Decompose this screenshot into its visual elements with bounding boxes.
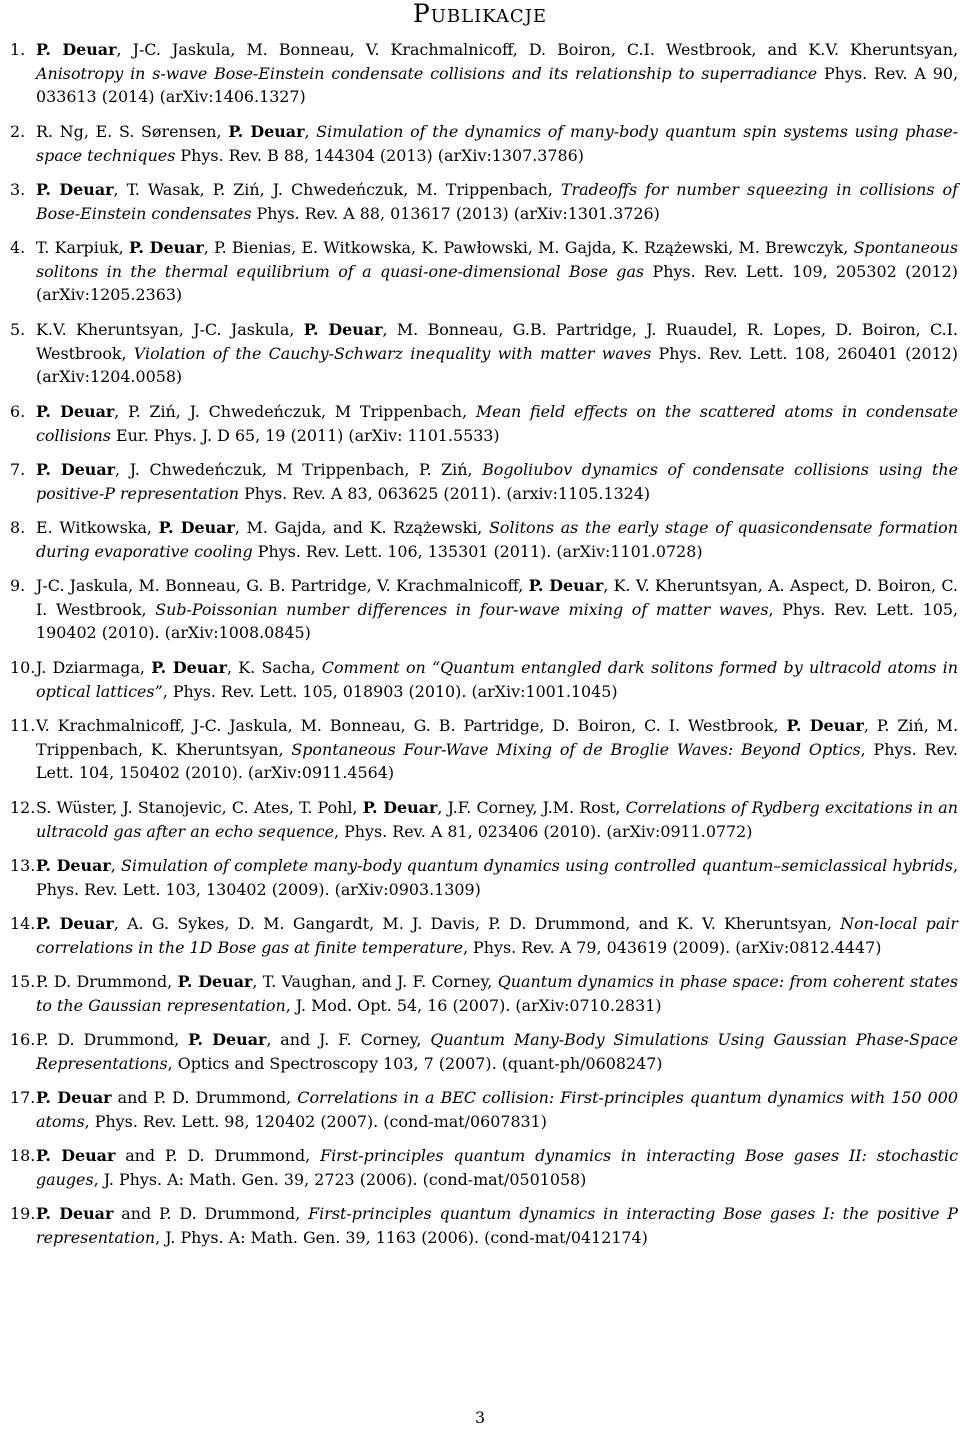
publication-item xyxy=(10,516,958,563)
publication-citation xyxy=(36,1202,958,1249)
publication-highlighted-author: P. Deuar xyxy=(528,576,604,595)
publication-coauthors-before: E. Witkowska, xyxy=(36,518,159,537)
publication-highlighted-author: P. Deuar xyxy=(36,180,114,199)
publication-journal-reference: Phys. Rev. A 88, 013617 (2013) (arXiv:1301.3726) xyxy=(251,203,660,223)
publication-number: 11. xyxy=(10,716,36,735)
publication-title: Anisotropy in s-wave Bose-Einstein condensate collisions and its relationship to superradiance xyxy=(36,63,818,83)
publication-journal-reference: , J. Mod. Opt. 54, 16 (2007). (arXiv:0710.2831) xyxy=(285,995,662,1015)
publication-coauthors-after: , J.F. Corney, J.M. Rost, xyxy=(437,798,626,817)
publication-citation xyxy=(36,1028,958,1075)
publication-number: 8. xyxy=(10,518,26,537)
publication-highlighted-author: P. Deuar xyxy=(36,1146,116,1165)
publication-item xyxy=(10,714,958,785)
publication-citation xyxy=(36,38,958,109)
publication-journal-reference: Eur. Phys. J. D 65, 19 (2011) (arXiv: 1101.5533) xyxy=(110,425,500,445)
publication-title: Simulation of the dynamics of many-body quantum spin systems using phase-space techniques xyxy=(36,122,959,165)
publication-title: First-principles quantum dynamics in interacting Bose gases I: the positive P representation xyxy=(36,1204,958,1247)
publication-number: 2. xyxy=(10,122,26,141)
publication-title: Comment on “Quantum entangled dark solitons formed by ultracold atoms in optical lattices” xyxy=(36,658,958,701)
publication-item xyxy=(10,1028,958,1075)
publication-coauthors-after: , T. Vaughan, and J. F. Corney, xyxy=(252,972,498,991)
publication-item xyxy=(10,854,958,901)
publication-citation xyxy=(36,912,958,959)
publication-citation xyxy=(36,458,958,505)
publication-title: Correlations in a BEC collision: First-principles quantum dynamics with 150 000 atoms xyxy=(36,1088,959,1131)
publication-coauthors-after: , P. Bienias, E. Witkowska, K. Pawłowski, M. Gajda, K. Rzążewski, M. Brewczyk, xyxy=(203,238,854,257)
publication-item xyxy=(10,796,958,843)
publication-coauthors-after: , xyxy=(110,856,122,875)
publication-journal-reference: , Phys. Rev. A 81, 023406 (2010). (arXiv:0911.0772) xyxy=(334,821,753,841)
publication-citation xyxy=(36,574,958,645)
publication-journal-reference: , Phys. Rev. Lett. 105, 018903 (2010). (arXiv:1001.1045) xyxy=(162,681,618,701)
publication-journal-reference: Phys. Rev. Lett. 109, 205302 (2012) (arXiv:1205.2363) xyxy=(36,261,958,305)
publication-highlighted-author: P. Deuar xyxy=(177,972,253,991)
publication-item xyxy=(10,318,958,389)
publication-item xyxy=(10,400,958,447)
publication-journal-reference: , Phys. Rev. Lett. 105, 190402 (2010). (arXiv:1008.0845) xyxy=(36,599,958,643)
publication-number: 6. xyxy=(10,402,26,421)
publication-coauthors-after: and P. D. Drummond, xyxy=(115,1146,321,1165)
publication-citation xyxy=(36,318,958,389)
publication-number: 12. xyxy=(10,798,36,817)
publication-number: 10. xyxy=(10,658,36,677)
publication-coauthors-after: , M. Bonneau, G.B. Partridge, J. Ruaudel, R. Lopes, D. Boiron, C.I. Westbrook, xyxy=(36,320,958,363)
publication-citation xyxy=(36,1144,958,1191)
publication-citation xyxy=(36,796,958,843)
publication-coauthors-after: , P. Ziń, J. Chwedeńczuk, M Trippenbach, xyxy=(114,402,476,421)
publication-journal-reference: Phys. Rev. A 90, 033613 (2014) (arXiv:1406.1327) xyxy=(36,63,958,107)
publication-coauthors-after: , K. Sacha, xyxy=(226,658,322,677)
publication-item xyxy=(10,1086,958,1133)
publication-highlighted-author: P. Deuar xyxy=(36,856,111,875)
publication-title: Violation of the Cauchy-Schwarz inequality with matter waves xyxy=(133,343,652,363)
publication-title: Quantum Many-Body Simulations Using Gaussian Phase-Space Representations xyxy=(36,1030,958,1073)
publication-number: 17. xyxy=(10,1088,36,1107)
publication-highlighted-author: P. Deuar xyxy=(151,658,227,677)
publication-coauthors-before: P. D. Drummond, xyxy=(36,972,178,991)
publication-number: 4. xyxy=(10,238,26,257)
publication-citation xyxy=(36,970,958,1017)
publication-coauthors-before: T. Karpiuk, xyxy=(36,238,130,257)
publication-number: 14. xyxy=(10,914,36,933)
publication-journal-reference: Phys. Rev. A 83, 063625 (2011). (arxiv:1105.1324) xyxy=(239,483,651,503)
publication-number: 19. xyxy=(10,1204,36,1223)
publication-coauthors-after: , and J. F. Corney, xyxy=(266,1030,431,1049)
publication-coauthors-before: J. Dziarmaga, xyxy=(36,658,152,677)
publication-title: Correlations of Rydberg excitations in an ultracold gas after an echo sequence xyxy=(36,798,959,841)
publication-highlighted-author: P. Deuar xyxy=(36,914,114,933)
publication-journal-reference: Phys. Rev. B 88, 144304 (2013) (arXiv:1307.3786) xyxy=(175,145,584,165)
publication-number: 18. xyxy=(10,1146,36,1165)
publication-title: Quantum dynamics in phase space: from coherent states to the Gaussian representation xyxy=(36,972,958,1015)
publication-title: Mean field effects on the scattered atoms in condensate collisions xyxy=(36,402,958,445)
publication-item xyxy=(10,120,958,167)
publication-item xyxy=(10,912,958,959)
publication-citation xyxy=(36,236,958,307)
publication-coauthors-before: J-C. Jaskula, M. Bonneau, G. B. Partridge, V. Krachmalnicoff, xyxy=(36,576,529,595)
publication-number: 1. xyxy=(10,40,26,59)
publication-citation xyxy=(36,714,958,785)
publication-coauthors-after: , J-C. Jaskula, M. Bonneau, V. Krachmalnicoff, D. Boiron, C.I. Westbrook, and K.V. Kheruntsyan, xyxy=(116,40,958,59)
publication-citation xyxy=(36,854,958,901)
publication-item xyxy=(10,574,958,645)
publication-item xyxy=(10,38,958,109)
publication-coauthors-before: P. D. Drummond, xyxy=(36,1030,189,1049)
publication-coauthors-after: , A. G. Sykes, D. M. Gangardt, M. J. Davis, P. D. Drummond, and K. V. Kheruntsyan, xyxy=(113,914,841,933)
publication-item xyxy=(10,1202,958,1249)
publication-highlighted-author: P. Deuar xyxy=(36,40,117,59)
publication-journal-reference: , Phys. Rev. Lett. 98, 120402 (2007). (cond-mat/0607831) xyxy=(84,1111,547,1131)
publication-highlighted-author: P. Deuar xyxy=(303,320,383,339)
publication-citation xyxy=(36,656,958,703)
publication-title: Tradeoffs for number squeezing in collisions of Bose-Einstein condensates xyxy=(36,180,958,223)
publication-coauthors-before: S. Wüster, J. Stanojevic, C. Ates, T. Pohl, xyxy=(36,798,363,817)
publication-item xyxy=(10,236,958,307)
publication-coauthors-after: , K. V. Kheruntsyan, A. Aspect, D. Boiron, C. I. Westbrook, xyxy=(36,576,958,619)
publication-journal-reference: Phys. Rev. Lett. 106, 135301 (2011). (arXiv:1101.0728) xyxy=(252,541,703,561)
publication-citation xyxy=(36,400,958,447)
publication-title: Simulation of complete many-body quantum dynamics using controlled quantum–semiclassical hybrids xyxy=(121,856,953,875)
publication-number: 15. xyxy=(10,972,36,991)
publication-coauthors-after: , T. Wasak, P. Ziń, J. Chwedeńczuk, M. Trippenbach, xyxy=(113,180,561,199)
publication-number: 9. xyxy=(10,576,26,595)
publication-journal-reference: , Optics and Spectroscopy 103, 7 (2007). (quant-ph/0608247) xyxy=(167,1053,663,1073)
publication-title: First-principles quantum dynamics in interacting Bose gases II: stochastic gauges xyxy=(36,1146,958,1189)
publication-journal-reference: , Phys. Rev. A 79, 043619 (2009). (arXiv:0812.4447) xyxy=(462,937,882,957)
publication-coauthors-after: , J. Chwedeńczuk, M Trippenbach, P. Ziń, xyxy=(115,460,483,479)
publication-journal-reference: , Phys. Rev. Lett. 103, 130402 (2009). (arXiv:0903.1309) xyxy=(36,856,958,899)
publication-highlighted-author: P. Deuar xyxy=(158,518,235,537)
publication-item xyxy=(10,178,958,225)
publication-title: Spontaneous solitons in the thermal equilibrium of a quasi-one-dimensional Bose gas xyxy=(36,238,958,281)
publication-coauthors-before: R. Ng, E. S. Sørensen, xyxy=(36,122,229,141)
publication-number: 3. xyxy=(10,180,26,199)
publication-number: 13. xyxy=(10,856,36,875)
publication-highlighted-author: P. Deuar xyxy=(36,402,115,421)
publication-number: 5. xyxy=(10,320,26,339)
publication-citation xyxy=(36,1086,958,1133)
publication-journal-reference: , J. Phys. A: Math. Gen. 39, 1163 (2006). (cond-mat/0412174) xyxy=(155,1227,648,1247)
publication-coauthors-before: K.V. Kheruntsyan, J-C. Jaskula, xyxy=(36,320,304,339)
publication-item xyxy=(10,970,958,1017)
publication-citation xyxy=(36,178,958,225)
publication-coauthors-after: , xyxy=(304,122,317,141)
publication-coauthors-after: and P. D. Drummond, xyxy=(113,1204,309,1223)
publication-item xyxy=(10,656,958,703)
publication-highlighted-author: P. Deuar xyxy=(188,1030,267,1049)
publication-title: Sub-Poissonian number differences in four-wave mixing of matter waves xyxy=(155,599,769,619)
publication-journal-reference: Phys. Rev. Lett. 108, 260401 (2012) (arXiv:1204.0058) xyxy=(36,343,958,387)
publication-citation xyxy=(36,120,958,167)
publication-journal-reference: , Phys. Rev. Lett. 104, 150402 (2010). (arXiv:0911.4564) xyxy=(36,739,958,783)
publication-title: Solitons as the early stage of quasicondensate formation during evaporative cooling xyxy=(36,518,958,561)
page-heading: Publikacje xyxy=(412,0,548,28)
publication-highlighted-author: P. Deuar xyxy=(36,460,116,479)
publication-journal-reference: , J. Phys. A: Math. Gen. 39, 2723 (2006). (cond-mat/0501058) xyxy=(93,1169,587,1189)
publication-title: Bogoliubov dynamics of condensate collisions using the positive-P representation xyxy=(36,460,958,503)
publication-coauthors-after: , M. Gajda, and K. Rzążewski, xyxy=(234,518,490,537)
publication-highlighted-author: P. Deuar xyxy=(228,122,305,141)
publication-coauthors-after: , P. Ziń, M. Trippenbach, K. Kheruntsyan, xyxy=(36,716,958,759)
publication-highlighted-author: P. Deuar xyxy=(36,1204,114,1223)
publication-coauthors-after: and P. D. Drummond, xyxy=(111,1088,298,1107)
publication-highlighted-author: P. Deuar xyxy=(786,716,864,735)
publication-citation xyxy=(36,516,958,563)
publication-number: 16. xyxy=(10,1030,36,1049)
publication-title: Non-local pair correlations in the 1D Bose gas at finite temperature xyxy=(36,914,958,957)
publication-highlighted-author: P. Deuar xyxy=(129,238,204,257)
publication-highlighted-author: P. Deuar xyxy=(36,1088,112,1107)
publication-coauthors-before: V. Krachmalnicoff, J-C. Jaskula, M. Bonneau, G. B. Partridge, D. Boiron, C. I. Westbrook, xyxy=(36,716,787,735)
publication-title: Spontaneous Four-Wave Mixing of de Broglie Waves: Beyond Optics xyxy=(291,739,861,759)
publication-item xyxy=(10,458,958,505)
page-number: 3 xyxy=(474,1408,486,1427)
publication-highlighted-author: P. Deuar xyxy=(362,798,438,817)
publication-number: 7. xyxy=(10,460,26,479)
publication-item xyxy=(10,1144,958,1191)
